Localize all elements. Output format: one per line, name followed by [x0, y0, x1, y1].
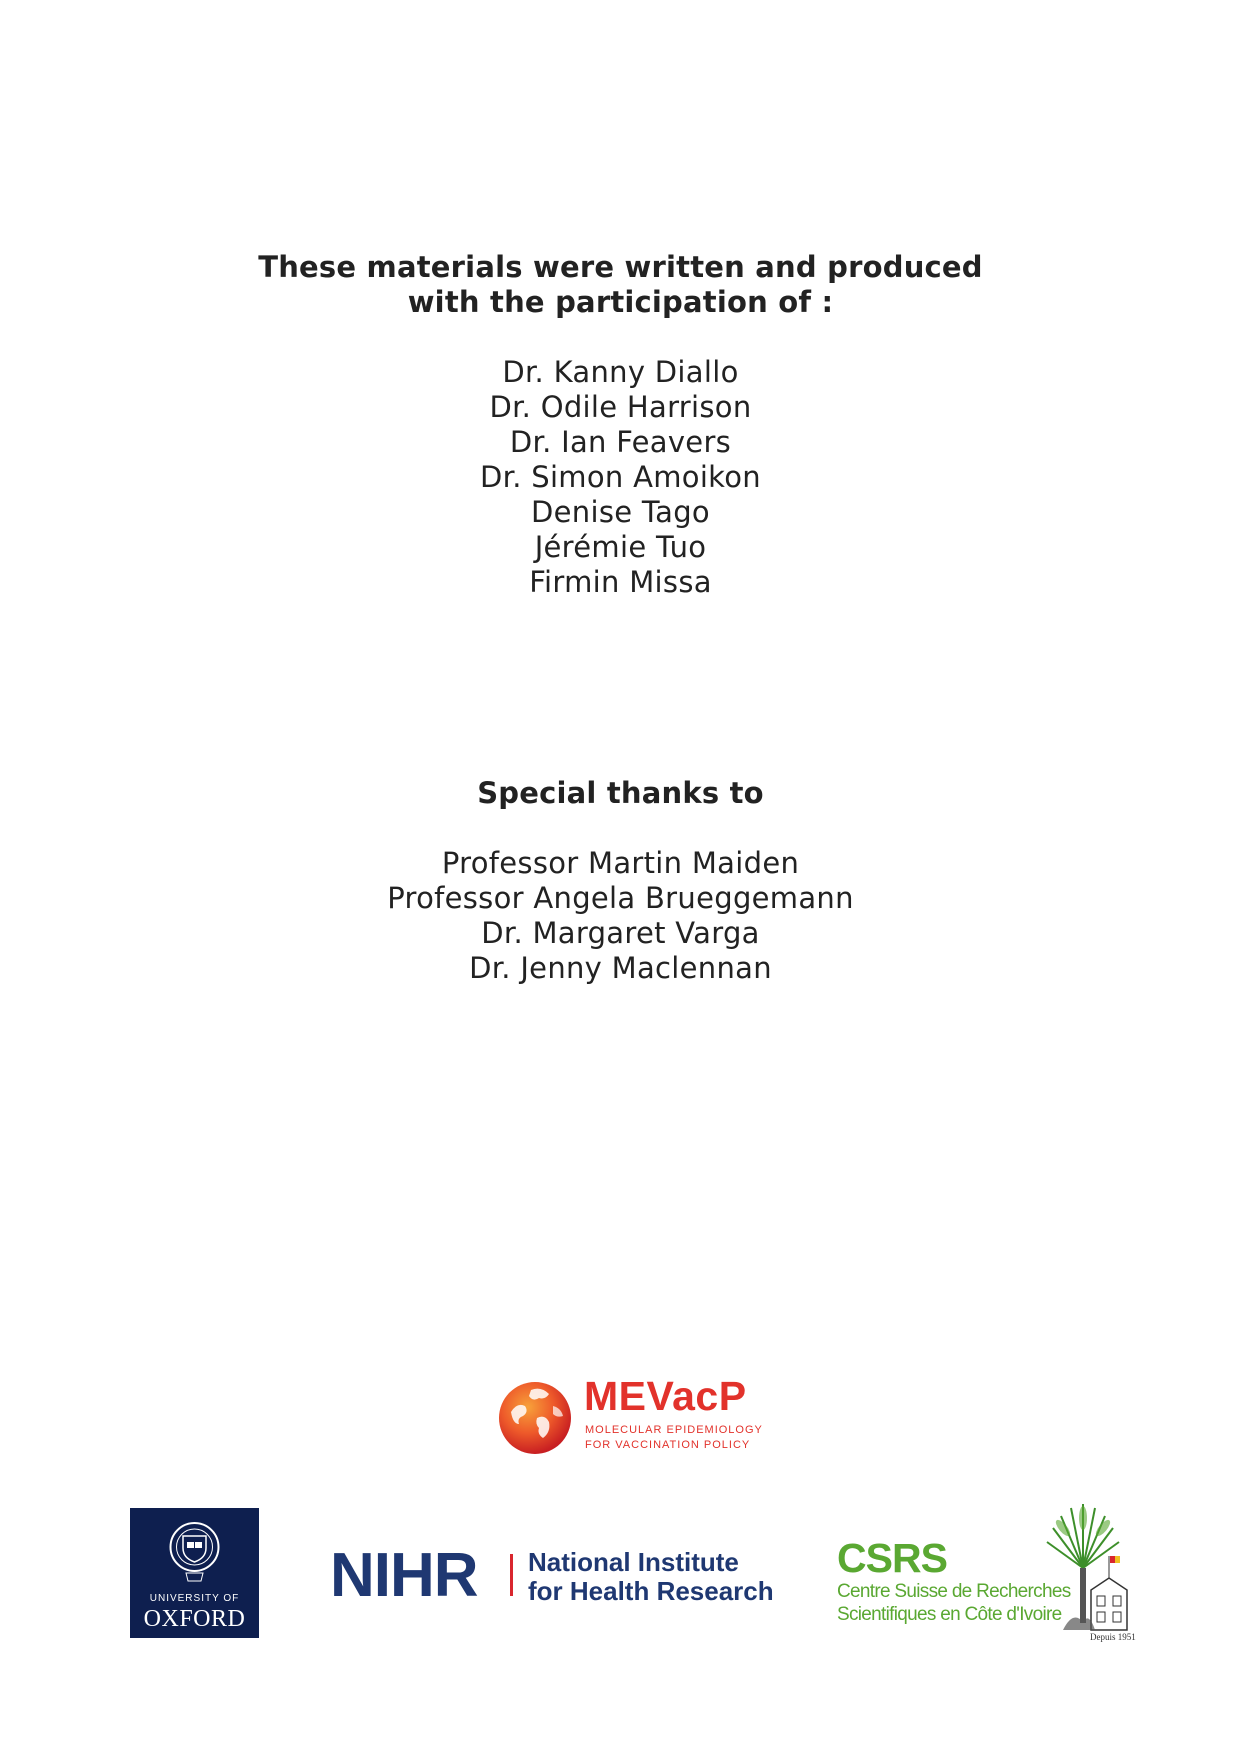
globe-icon [497, 1372, 577, 1462]
authors-heading-line-2: with the participation of : [407, 285, 834, 319]
csrs-logo [835, 1498, 1155, 1648]
authors-heading-line-1: These materials were written and produced [258, 250, 983, 284]
thanks-heading: Special thanks to [477, 776, 764, 810]
csrs-line-1: Centre Suisse de Recherches [837, 1581, 1071, 1602]
mevacp-logo [497, 1372, 763, 1462]
nihr-acronym: NIHR [330, 1541, 478, 1610]
oxford-logo [130, 1508, 259, 1638]
authors-list [0, 355, 1241, 600]
oxford-line-1: UNIVERSITY OF [149, 1593, 240, 1604]
nihr-line-2: for Health Research [528, 1576, 774, 1606]
nihr-line-1: National Institute [528, 1547, 739, 1577]
authors-heading [0, 250, 1241, 320]
csrs-line-2: Scientifiques en Côte d'Ivoire [837, 1604, 1062, 1625]
author-name: Jérémie Tuo [534, 530, 707, 564]
author-name: Dr. Kanny Diallo [502, 355, 739, 389]
mevacp-subtitle-line-1: MOLECULAR EPIDEMIOLOGY [585, 1424, 763, 1436]
palm-building-icon [1033, 1498, 1153, 1633]
author-name: Denise Tago [531, 495, 710, 529]
csrs-acronym: CSRS [837, 1535, 947, 1581]
mevacp-subtitle-line-2: FOR VACCINATION POLICY [585, 1439, 751, 1451]
oxford-crest-icon [168, 1520, 221, 1586]
author-name: Dr. Odile Harrison [489, 390, 752, 424]
author-name: Dr. Simon Amoikon [480, 460, 761, 494]
author-name: Dr. Ian Feavers [509, 425, 732, 459]
nihr-logo [330, 1541, 774, 1610]
nihr-divider [510, 1554, 513, 1596]
oxford-line-2: OXFORD [143, 1606, 246, 1632]
thanks-name: Professor Angela Brueggemann [387, 881, 854, 915]
thanks-name: Professor Martin Maiden [441, 846, 800, 880]
thanks-list [0, 846, 1241, 986]
author-name: Firmin Missa [529, 565, 712, 599]
thanks-name: Dr. Jenny Maclennan [469, 951, 772, 985]
thanks-heading-block [0, 776, 1241, 811]
csrs-since: Depuis 1951 [1090, 1632, 1136, 1642]
thanks-name: Dr. Margaret Varga [481, 916, 760, 950]
mevacp-name: MEVacP [584, 1373, 747, 1419]
